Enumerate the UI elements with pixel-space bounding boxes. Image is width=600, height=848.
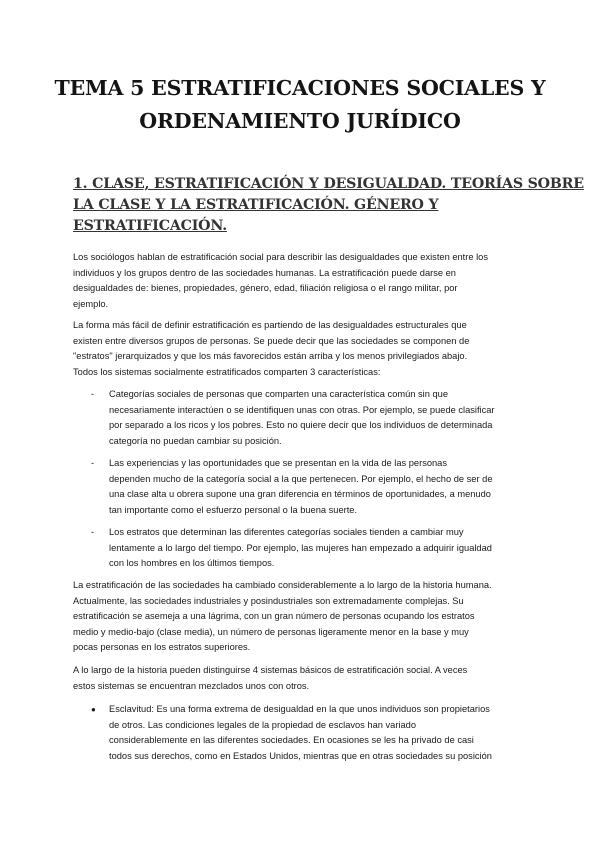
text-line: estratificación se asemeja a una lágrima, con un gran número de personas ocupando los estratos	[73, 611, 475, 622]
text-line: Categorías sociales de personas que comparten una característica común sin que	[109, 389, 449, 399]
text-line: desigualdades de: bienes, propiedades, género, edad, filiación religiosa o el rango militar, por	[73, 283, 458, 294]
title-line: ORDENAMIENTO JURÍDICO	[139, 109, 461, 133]
text-line: pocas personas en los estratos superiores.	[73, 642, 251, 653]
text-line: Los estratos que determinan las diferentes categorías sociales tienden a cambiar muy	[109, 527, 464, 537]
text-line: de otros. Las condiciones legales de la propiedad de esclavos han variado	[109, 719, 417, 730]
text-line: Las experiencias y las oportunidades que se presentan en la vida de las personas	[109, 458, 448, 468]
text-line: necesariamente interactúen o se identifiquen unas con otras. Por ejemplo, se puede clasificar	[109, 404, 495, 415]
list-item-text	[109, 456, 549, 518]
text-line: una clase alta u obrera supone una gran diferencia en términos de oportunidades, a menudo	[109, 489, 491, 500]
dash-marker: -	[91, 458, 95, 468]
text-line: "estratos" jerarquizados y que los más favorecidos están arriba y los menos privilegiados abajo.	[73, 351, 468, 362]
text-line: La forma más fácil de definir estratificación es partiendo de las desigualdades estructurales que	[73, 320, 467, 330]
dash-marker: -	[91, 389, 95, 399]
text-line: por separado a los ricos y los pobres. Esto no quiere decir que los individuos de determinada	[109, 420, 493, 431]
list-item-text	[109, 525, 549, 572]
list-item-text	[109, 702, 549, 764]
text-line: tan importante como el esfuerzo personal o la buena suerte.	[109, 504, 358, 515]
text-line: existen entre diversos grupos de personas. Se puede decir que las sociedades se componen de	[73, 335, 470, 346]
dash-marker: -	[91, 527, 95, 537]
section-heading	[73, 174, 584, 237]
heading-line: 1. CLASE, ESTRATIFICACIÓN Y DESIGUALDAD. TEORÍAS SOBRE	[73, 176, 584, 192]
text-line: individuos y los grupos dentro de las sociedades humanas. La estratificación puede darse en	[73, 267, 456, 278]
paragraph-history	[73, 578, 533, 656]
document-title	[40, 72, 560, 138]
heading-line: LA CLASE Y LA ESTRATIFICACIÓN. GÉNERO Y	[73, 197, 439, 213]
text-line: con los hombres en los últimos tiempos.	[109, 558, 275, 569]
bullet-marker: ●	[91, 705, 96, 714]
text-line: estos sistemas se encuentran mezclados unos con otros.	[73, 680, 310, 691]
list-item-text	[109, 387, 549, 449]
paragraph-intro	[73, 250, 533, 312]
text-line: A lo largo de la historia pueden distinguirse 4 sistemas básicos de estratificación social. A veces	[73, 665, 468, 675]
text-line: todos sus derechos, como en Estados Unidos, mientras que en otras sociedades su posición	[109, 750, 492, 761]
text-line: ejemplo.	[73, 298, 109, 309]
text-line: dependen mucho de la categoría social a la que pertenecen. Por ejemplo, el hecho de ser de	[109, 473, 493, 484]
text-line: medio y medio-bajo (clase media), un número de personas ligeramente menor en la base y muy	[73, 626, 469, 637]
heading-line: ESTRATIFICACIÓN.	[73, 218, 227, 234]
text-line: Actualmente, las sociedades industriales y posindustriales son extremadamente complejas. Su	[73, 595, 464, 606]
text-line: Los sociólogos hablan de estratificación social para describir las desigualdades que existen entre los	[73, 252, 488, 262]
text-line: considerablemente en las diferentes sociedades. En ocasiones se les ha privado de casi	[109, 735, 474, 746]
text-line: La estratificación de las sociedades ha cambiado considerablemente a lo largo de la historia humana.	[73, 580, 492, 590]
text-line: Todos los sistemas socialmente estratificados comparten 3 características:	[73, 366, 381, 377]
text-line: lentamente a lo largo del tiempo. Por ejemplo, las mujeres han empezado a adquirir igualdad	[109, 542, 492, 553]
text-line: Esclavitud: Es una forma extrema de desigualdad en la que unos individuos son propietarios	[109, 704, 490, 714]
text-line: categoría no puedan cambiar su posición.	[109, 435, 282, 446]
paragraph-definition	[73, 318, 533, 380]
title-line: TEMA 5 ESTRATIFICACIONES SOCIALES Y	[54, 76, 546, 100]
paragraph-systems	[73, 663, 533, 694]
